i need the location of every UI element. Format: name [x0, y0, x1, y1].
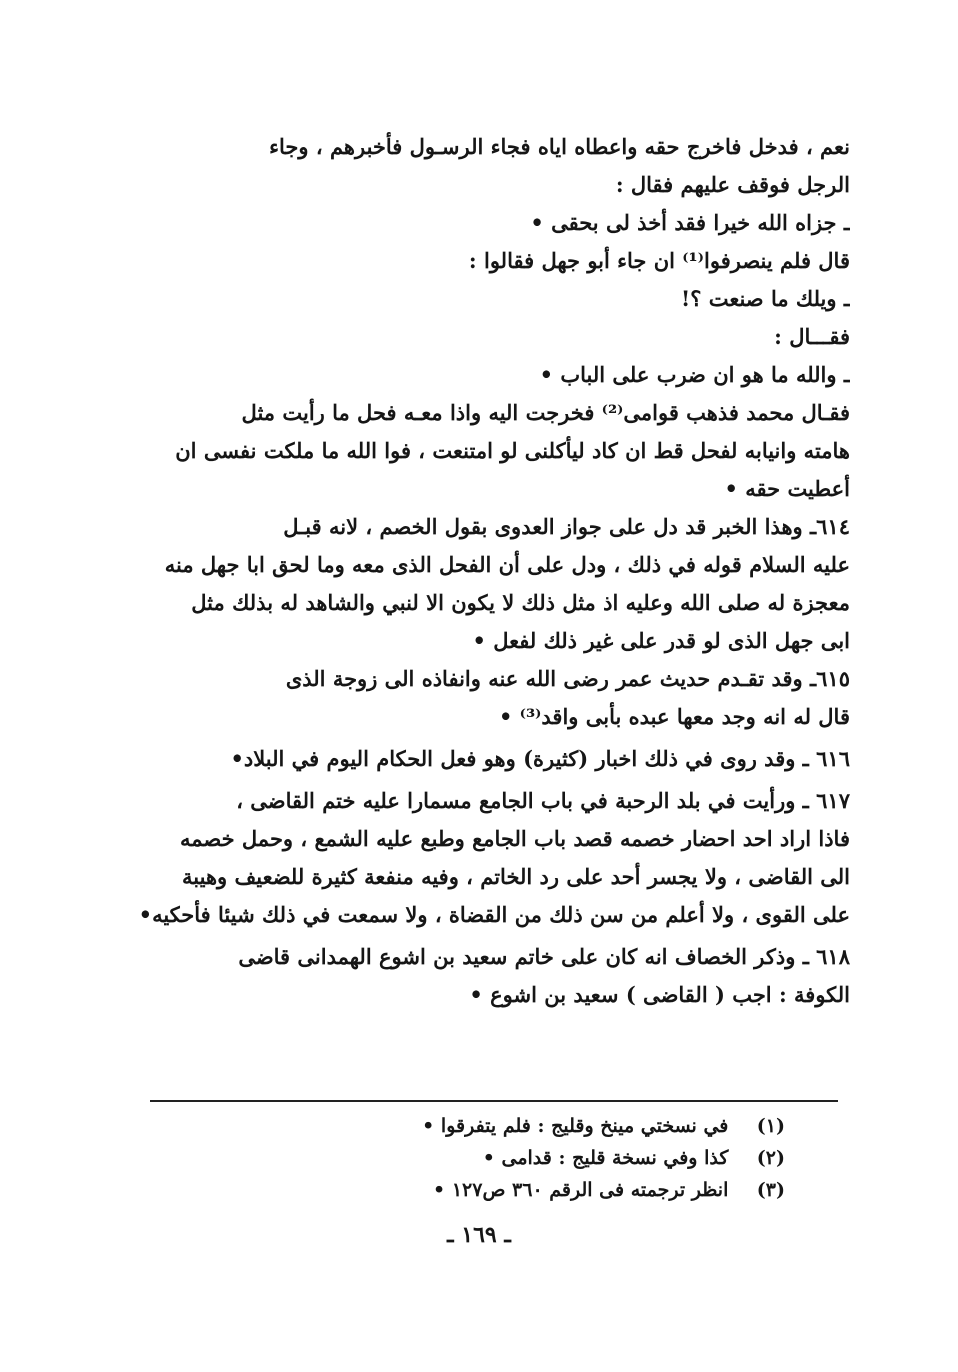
footnote-item	[150, 1142, 785, 1174]
footnote-item	[150, 1174, 785, 1206]
footnote-number: (٣)	[756, 1179, 785, 1201]
main-text	[135, 128, 850, 1014]
text-line: نعم ، فدخل فاخرج حقه واعطاه اياه فجاء الرسـول فأخبرهم ، وجاء	[269, 134, 850, 159]
footnotes	[150, 1110, 785, 1206]
text-line: فقـال محمد فذهب قوامى⁽²⁾ فخرجت اليه واذا معـه فحل ما رأيت مثل	[241, 400, 850, 425]
text-line: ابى جهل الذى لو قدر على غير ذلك لفعل •	[472, 628, 850, 653]
paragraph-618-line: ٦١٨ ـ وذكر الخصاف انه كان على خاتم سعيد بن اشوع الهمدانى قاضى	[238, 944, 850, 969]
paragraph-616-line: ٦١٦ ـ وقد روى في ذلك اخبار (كثيرة) وهو فعل الحكام اليوم في البلاد•	[230, 746, 850, 771]
text-line: على القوى ، ولا أعلم من سن ذلك من القضاة ، ولا سمعت في ذلك شيئا فأحكيه•	[138, 902, 850, 927]
dialogue-line: ـ جزاه الله خيرا فقد أخذ لى بحقى •	[530, 210, 850, 235]
text-line: الرجل فوقف عليهم فقال :	[615, 172, 850, 197]
paragraph-614-line: ٦١٤ـ وهذا الخبر قد دل على جواز العدوى بقول الخصم ، لانه قبـل	[283, 514, 850, 539]
text-line: قال فلم ينصرفوا⁽¹⁾ ان جاء أبو جهل فقالوا :	[468, 248, 850, 273]
dialogue-line: ـ والله ما هو ان ضرب على الباب •	[539, 362, 850, 387]
text-line: قال له انه وجد معها عبده بأبى واقد⁽³⁾ •	[498, 704, 850, 729]
paragraph-617-line: ٦١٧ ـ ورأيت في بلد الرحبة في باب الجامع مسمارا عليه ختم القاضى ،	[236, 788, 850, 813]
footnote-divider	[150, 1100, 838, 1102]
paragraph-615-line: ٦١٥ـ وقد تقـدم حديث عمر رضى الله عنه وانفاذه الى زوجة الذى	[285, 666, 850, 691]
footnote-number: (٢)	[756, 1147, 785, 1169]
text-line: معجزة له صلى الله وعليه اذ مثل ذلك لا يكون الا لنبي والشاهد له بذلك مثل	[191, 590, 850, 615]
text-line: هامته وانيابه لفحل قط ان كاد ليأكلنى لو امتنعت ، فوا الله ما ملكت نفسى ان	[175, 438, 850, 463]
footnote-number: (١)	[756, 1115, 785, 1137]
text-line: فقـــال :	[774, 324, 850, 349]
footnote-text: انظر ترجمته فى الرقم ٣٦٠ ص١٢٧ •	[433, 1179, 729, 1201]
text-line: عليه السلام قوله في ذلك ، ودل على أن الفحل الذى معه وما لحق ابا جهل منه	[164, 552, 850, 577]
dialogue-line: ـ ويلك ما صنعت ؟!	[681, 286, 850, 311]
text-line: أعطيت حقه •	[724, 476, 850, 501]
text-line: الى القاضى ، ولا يجسر أحد على رد الخاتم ، وفيه منفعة كثيرة للضعيف وهيبة	[182, 864, 850, 889]
page-number: ـ ١٦٩ ـ	[447, 1222, 511, 1248]
text-line: الكوفة : اجب ( القاضى ) سعيد بن اشوع •	[469, 982, 850, 1007]
footnote-text: في نسختي مينخ وقليج : فلم يتفرقوا •	[422, 1115, 729, 1137]
text-line: فاذا اراد احد احضار خصمه قصد باب الجامع وطبع عليه الشمع ، وحمل خصمه	[180, 826, 850, 851]
footnote-item	[150, 1110, 785, 1142]
footnote-text: كذا وفي نسخة قليج : قدامى •	[482, 1147, 729, 1169]
